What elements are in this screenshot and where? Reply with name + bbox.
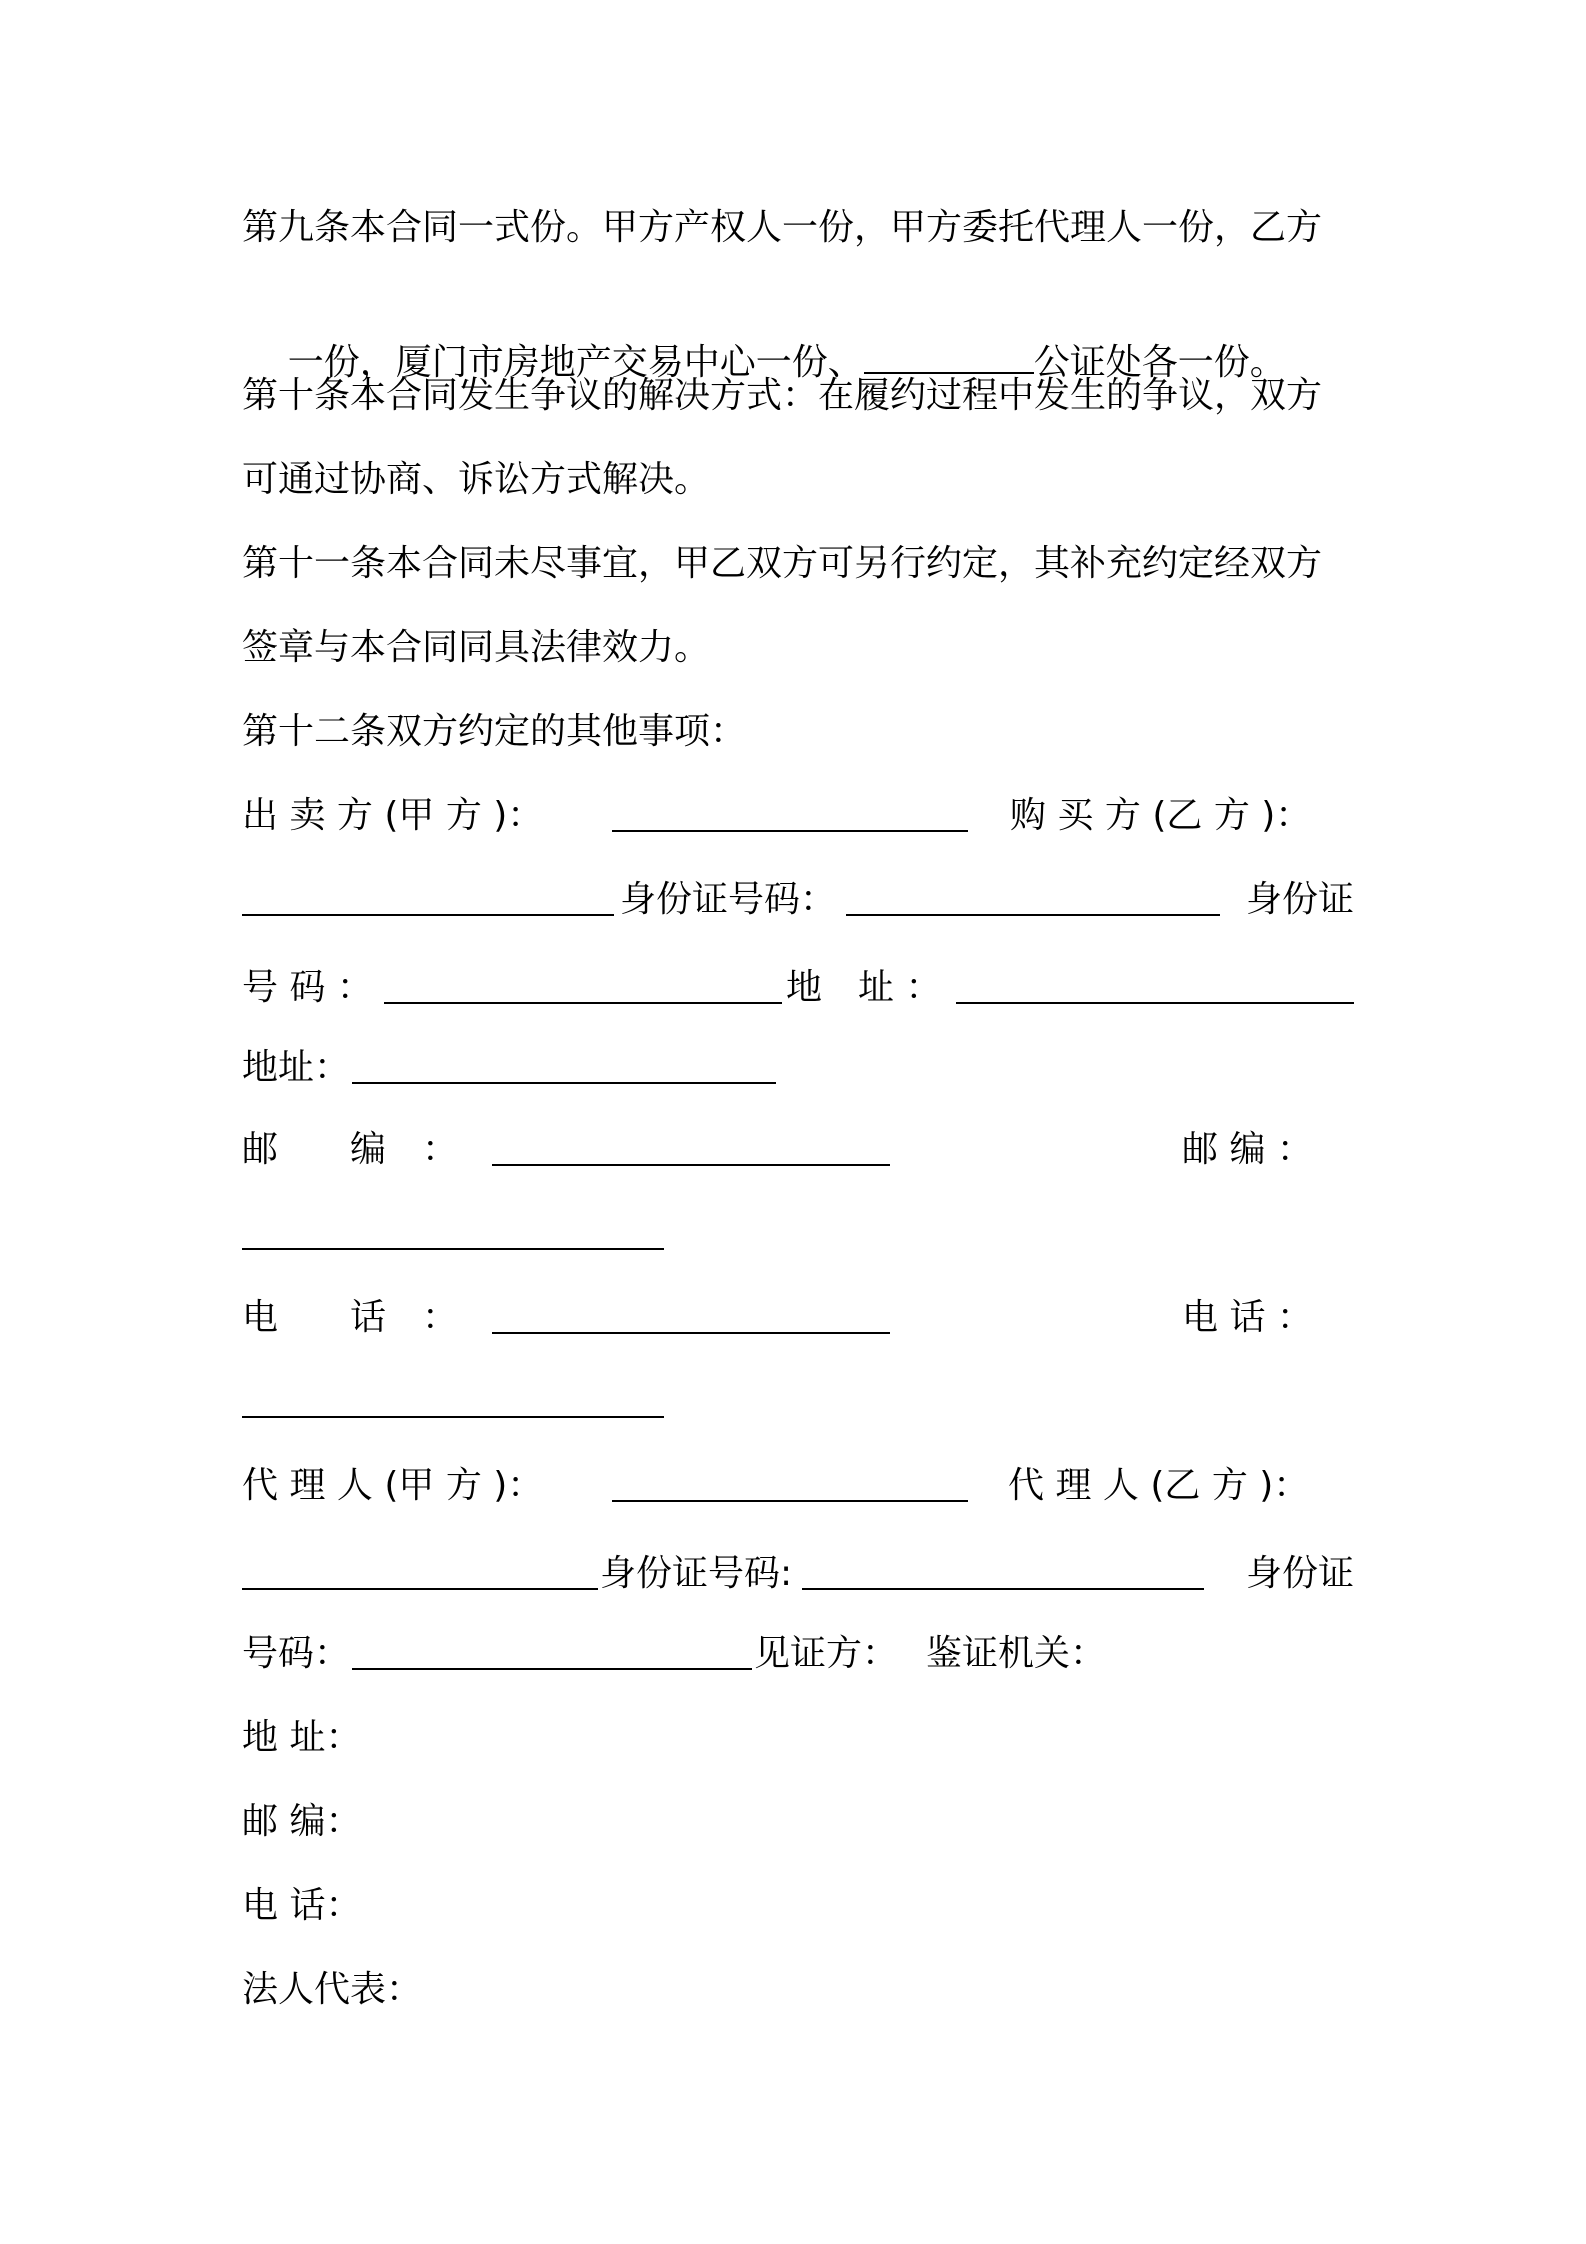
buyer-postcode-label: 邮 编 ： bbox=[1182, 1129, 1313, 1170]
seller-blank bbox=[612, 794, 968, 832]
agent-b-id-label: 身份证 bbox=[1246, 1553, 1355, 1594]
seller-phone-blank bbox=[492, 1296, 890, 1334]
agent-a-blank bbox=[612, 1464, 968, 1502]
seller-id-blank bbox=[846, 878, 1220, 916]
seller-postcode-label: 邮 编 ： bbox=[242, 1129, 459, 1170]
authority-label: 鉴证机关： bbox=[926, 1633, 1107, 1674]
buyer-postcode-blank bbox=[242, 1212, 664, 1250]
buyer-phone-label: 电 话 ： bbox=[1182, 1297, 1313, 1338]
agent-id-row bbox=[242, 1550, 1354, 1598]
postcode-row bbox=[242, 1126, 1354, 1174]
buyer-id-label: 身份证 bbox=[1246, 879, 1355, 920]
authority-postcode: 邮 编： bbox=[242, 1801, 362, 1842]
buyer-phone-blank bbox=[242, 1380, 664, 1418]
seller-address-blank bbox=[956, 966, 1354, 1004]
legal-representative: 法人代表： bbox=[242, 1969, 423, 2010]
agent-b-id-blank bbox=[352, 1632, 752, 1670]
seller-id-label: 身份证号码： bbox=[620, 879, 837, 920]
notary-blank bbox=[864, 336, 1034, 374]
seller-phone-label: 电 话 ： bbox=[242, 1297, 459, 1338]
clause-9-line-2 bbox=[242, 288, 1354, 383]
agent-b-label: 代 理 人 (乙 方 )： bbox=[1008, 1465, 1310, 1506]
clause-9-text-a: 一份，厦门市房地产交易中心一份、 bbox=[287, 342, 864, 383]
authority-address: 地 址： bbox=[242, 1717, 362, 1758]
clause-11-line-2: 签章与本合同同具法律效力。 bbox=[242, 627, 711, 668]
buyer-postcode-row bbox=[242, 1210, 1354, 1258]
agent-a-label: 代 理 人 (甲 方 )： bbox=[242, 1465, 544, 1506]
clause-9-text-b: 公证处各一份。 bbox=[1033, 342, 1286, 383]
buyer-phone-row bbox=[242, 1378, 1354, 1426]
phone-row bbox=[242, 1294, 1354, 1342]
witness-label: 见证方： bbox=[754, 1633, 899, 1674]
buyer-address-label: 地址： bbox=[242, 1047, 351, 1088]
agent-number-witness-row bbox=[242, 1630, 1354, 1678]
buyer-address-blank bbox=[352, 1046, 776, 1084]
buyer-address-row bbox=[242, 1044, 1354, 1092]
buyer-id-blank bbox=[384, 966, 782, 1004]
agent-a-id-label: 身份证号码: bbox=[600, 1553, 793, 1594]
seller-buyer-row bbox=[242, 792, 1354, 840]
buyer-label: 购 买 方 (乙 方 )： bbox=[1010, 795, 1312, 836]
clause-10-line-2: 可通过协商、诉讼方式解决。 bbox=[242, 459, 711, 500]
clause-12: 第十二条双方约定的其他事项： bbox=[242, 711, 747, 752]
number-address-row bbox=[242, 964, 1354, 1012]
clause-10-line-1: 第十条本合同发生争议的解决方式：在履约过程中发生的争议，双方 bbox=[242, 375, 1323, 416]
agent-b-name-blank bbox=[242, 1552, 598, 1590]
buyer-name-id-row bbox=[242, 876, 1354, 924]
agent-a-id-blank bbox=[802, 1552, 1204, 1590]
seller-postcode-blank bbox=[492, 1128, 890, 1166]
agent-b-number-label: 号码： bbox=[242, 1633, 351, 1674]
clause-11-line-1: 第十一条本合同未尽事宜，甲乙双方可另行约定，其补充约定经双方 bbox=[242, 543, 1323, 584]
authority-phone: 电 话： bbox=[242, 1885, 362, 1926]
buyer-name-blank bbox=[242, 878, 614, 916]
buyer-number-label: 号 码 ： bbox=[242, 967, 373, 1008]
seller-address-label: 地 址 ： bbox=[786, 967, 942, 1008]
clause-9-line-1: 第九条本合同一式份。甲方产权人一份，甲方委托代理人一份，乙方 bbox=[242, 207, 1323, 248]
agent-row bbox=[242, 1462, 1354, 1510]
seller-label: 出 卖 方 (甲 方 )： bbox=[242, 795, 544, 836]
